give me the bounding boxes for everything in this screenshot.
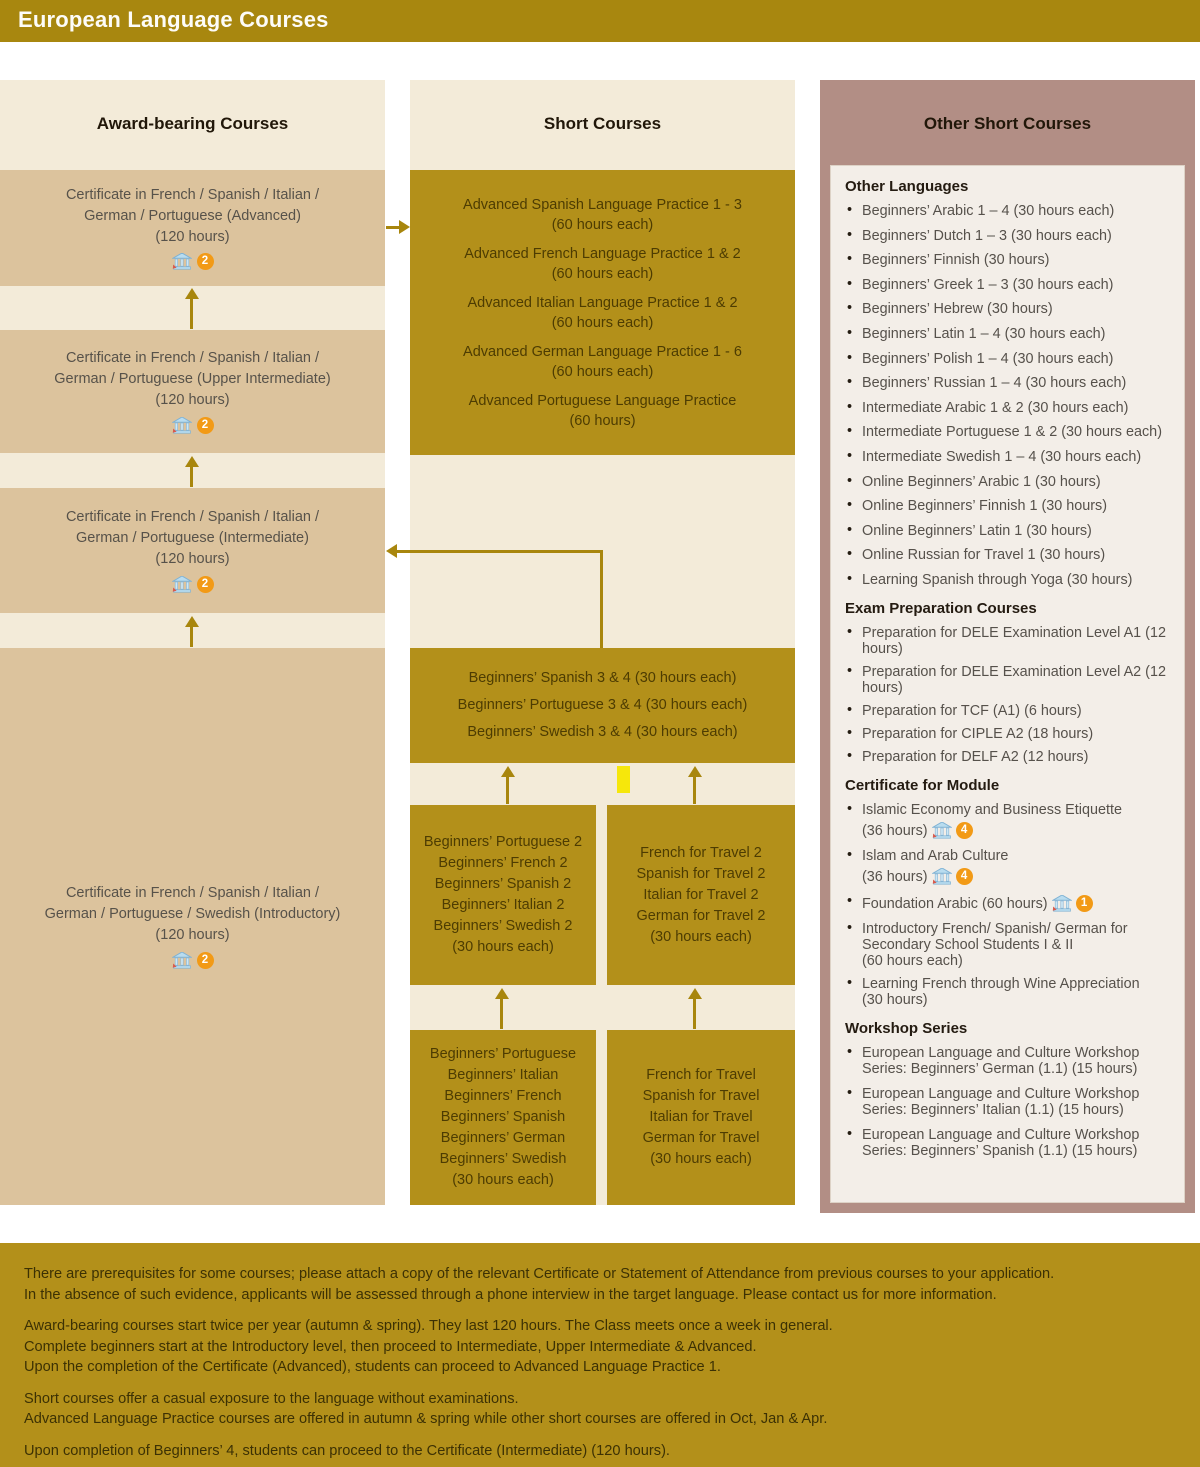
arrow-line (190, 298, 193, 329)
institution-icon (932, 868, 952, 885)
box-line: Certificate in French / Spanish / Italian / (65, 509, 320, 525)
course-line: Italian for Travel 2 (643, 886, 759, 903)
certificate-module-list (845, 802, 1176, 1008)
list-item: • Beginners’ Polish 1 – 4 (30 hours each) (845, 351, 1176, 367)
course-hours: (60 hours each) (551, 363, 654, 380)
section-heading: Exam Preparation Courses (845, 599, 1037, 617)
icon-row (172, 574, 214, 594)
course-line: Beginners’ Italian 2 (441, 897, 565, 913)
beginners-3-4-box (410, 648, 795, 763)
list-item: • Intermediate Arabic 1 & 2 (30 hours each) (845, 400, 1176, 416)
other-column-header: Other Short Courses (923, 114, 1092, 133)
course-line: German for Travel 2 (636, 907, 766, 924)
beginners-1-box (410, 1030, 596, 1205)
course-line: Beginners’ Spanish (440, 1109, 566, 1125)
course-line: Beginners’ Spanish 2 (434, 876, 572, 892)
course-line: Beginners’ French 2 (438, 855, 568, 871)
footer-line: Short courses offer a casual exposure to the language without examinations. (24, 1390, 519, 1407)
institution-icon (172, 576, 192, 593)
list-item: • European Language and Culture Workshop Series: Beginners’ Italian (1.1) (15 hours) (845, 1086, 1176, 1118)
course-line: Spanish for Travel 2 (636, 865, 766, 882)
count-badge: 2 (197, 576, 214, 593)
list-item: • Intermediate Swedish 1 – 4 (30 hours each) (845, 449, 1176, 465)
institution-icon (172, 417, 192, 434)
item-text: • Foundation Arabic (60 hours) (862, 895, 1048, 912)
course-title: Advanced French Language Practice 1 & 2 (464, 245, 741, 262)
list-item: • Preparation for DELE Examination Level A1 (12 hours) (845, 625, 1176, 657)
list-item: • Beginners’ Finnish (30 hours) (845, 252, 1176, 268)
box-line: (120 hours) (155, 228, 230, 245)
course-item (464, 244, 740, 284)
section-heading: Other Languages (845, 178, 969, 195)
list-item: • Beginners’ Arabic 1 – 4 (30 hours each) (845, 203, 1176, 219)
institution-icon (1052, 895, 1072, 912)
item-line: (30 hours) (862, 991, 928, 1008)
arrow-line (693, 998, 696, 1029)
list-item: • Beginners’ Dutch 1 – 3 (30 hours each) (845, 228, 1176, 244)
arrow-line (190, 626, 193, 647)
item-line: • Introductory French/ Spanish/ German for (862, 920, 1128, 937)
box-line: German / Portuguese / Swedish (Introductory) (44, 906, 341, 922)
course-item (463, 342, 742, 382)
arrow-line (190, 466, 193, 487)
course-line: (30 hours each) (650, 928, 752, 945)
course-line: Italian for Travel (649, 1109, 753, 1125)
course-line: Beginners’ Swedish 3 & 4 (30 hours each) (467, 724, 738, 740)
course-title: Advanced German Language Practice 1 - 6 (463, 343, 742, 360)
workshop-series-list (845, 1045, 1176, 1159)
course-line: Beginners’ Portuguese 2 (423, 834, 583, 850)
footer-line: Award-bearing courses start twice per year (autumn & spring). They last 120 hours. The Class meets once a week in general. (24, 1318, 833, 1334)
course-hours: (60 hours each) (551, 314, 654, 331)
count-badge: 2 (197, 417, 214, 434)
exam-preparation-list (845, 625, 1176, 765)
course-line: Beginners’ Swedish (439, 1151, 567, 1167)
footer-line: Upon completion of Beginners’ 4, students can proceed to the Certificate (Intermediate) (120 hours). (24, 1442, 670, 1459)
course-line: French for Travel (646, 1067, 756, 1083)
course-line: Beginners’ Portuguese 3 & 4 (30 hours each) (457, 697, 748, 713)
list-item: • Beginners’ Hebrew (30 hours) (845, 301, 1176, 317)
course-line: Spanish for Travel (642, 1088, 760, 1104)
arrow-line (386, 226, 400, 229)
item-line: • Islam and Arab Culture (862, 847, 1009, 864)
course-title: Advanced Portuguese Language Practice (468, 392, 737, 409)
box-line: Certificate in French / Spanish / Italian / (65, 186, 320, 203)
count-badge: 2 (197, 952, 214, 969)
box-line: German / Portuguese (Intermediate) (76, 530, 309, 546)
box-line: Certificate in French / Spanish / Italian / (65, 885, 320, 901)
award-box-advanced (0, 170, 385, 286)
list-item: • Online Beginners’ Finnish 1 (30 hours) (845, 498, 1176, 514)
list-item: • Online Beginners’ Latin 1 (30 hours) (845, 523, 1176, 539)
course-item (469, 391, 737, 431)
box-line: German / Portuguese (Upper Intermediate) (54, 371, 331, 387)
item-line (862, 821, 1176, 841)
list-item (845, 802, 1176, 841)
course-line: (30 hours each) (452, 939, 554, 955)
other-short-courses-column (820, 80, 1195, 1213)
footer-paragraph (24, 1389, 1176, 1430)
list-item: • Beginners’ Russian 1 – 4 (30 hours each) (845, 375, 1176, 391)
footer-paragraph (24, 1316, 1176, 1378)
box-line: German / Portuguese (Advanced) (84, 207, 301, 224)
course-line: (30 hours each) (452, 1172, 554, 1188)
course-line: Beginners’ French (444, 1088, 562, 1104)
footer-paragraph (24, 1264, 1176, 1305)
count-badge: 4 (956, 868, 973, 885)
list-item: • European Language and Culture Workshop Series: Beginners’ German (1.1) (15 hours) (845, 1045, 1176, 1077)
icon-row (172, 950, 214, 970)
list-item: • European Language and Culture Workshop Series: Beginners’ Spanish (1.1) (15 hours) (845, 1127, 1176, 1159)
count-badge: 4 (956, 822, 973, 839)
course-line: French for Travel 2 (640, 844, 762, 861)
course-line: German for Travel (642, 1130, 760, 1146)
course-item (463, 195, 742, 235)
travel-2-box (607, 805, 795, 985)
award-box-intermediate (0, 488, 385, 613)
box-line: Certificate in French / Spanish / Italian / (65, 350, 320, 366)
arrow-line (506, 776, 509, 804)
travel-1-box (607, 1030, 795, 1205)
icon-row (172, 415, 214, 435)
list-item (845, 976, 1176, 1008)
list-item: • Online Russian for Travel 1 (30 hours) (845, 547, 1176, 563)
footer-line: Upon the completion of the Certificate (Advanced), students can proceed to Advanced Language Practice 1. (24, 1359, 721, 1375)
award-box-upper-intermediate (0, 330, 385, 453)
item-line: • Learning French through Wine Appreciation (862, 975, 1140, 992)
list-item: • Beginners’ Greek 1 – 3 (30 hours each) (845, 277, 1176, 293)
list-item (845, 894, 1176, 914)
institution-icon (172, 253, 192, 270)
item-hours: (36 hours) (862, 868, 928, 885)
list-item (845, 921, 1176, 969)
course-title: Advanced Italian Language Practice 1 & 2 (467, 294, 738, 311)
course-hours: (60 hours each) (551, 265, 654, 282)
short-column-header: Short Courses (543, 114, 662, 133)
course-line: Beginners’ Italian (447, 1067, 559, 1083)
award-column-header: Award-bearing Courses (96, 114, 289, 133)
yellow-highlight-mark (617, 766, 630, 793)
list-item: • Preparation for DELE Examination Level A2 (12 hours) (845, 664, 1176, 696)
footer-line: There are prerequisites for some courses; please attach a copy of the relevant Certificate or Statement of Attendance from previous courses to your application. (24, 1266, 1055, 1282)
footer-paragraph (24, 1441, 1176, 1462)
list-item: • Preparation for TCF (A1) (6 hours) (845, 703, 1176, 719)
list-item (845, 848, 1176, 887)
advanced-practice-box (410, 170, 795, 455)
page-title-bar (0, 0, 1200, 42)
other-courses-panel (830, 165, 1185, 1203)
list-item: • Online Beginners’ Arabic 1 (30 hours) (845, 474, 1176, 490)
institution-icon (932, 822, 952, 839)
course-line: Beginners’ Swedish 2 (433, 918, 573, 934)
course-line: Beginners’ Spanish 3 & 4 (30 hours each) (468, 670, 737, 686)
course-line: Beginners’ German (440, 1130, 566, 1146)
icon-row (172, 252, 214, 272)
list-item: • Preparation for CIPLE A2 (18 hours) (845, 726, 1176, 742)
box-line: (120 hours) (155, 551, 230, 567)
course-title: Advanced Spanish Language Practice 1 - 3 (463, 196, 742, 213)
count-badge: 2 (197, 253, 214, 270)
box-line: (120 hours) (155, 927, 230, 943)
course-line: Beginners’ Portuguese (429, 1046, 577, 1062)
item-line (862, 894, 1176, 914)
arrow-right-icon (399, 220, 410, 234)
other-languages-list (845, 203, 1176, 588)
arrow-left-icon (386, 544, 397, 558)
section-heading: Workshop Series (845, 1019, 968, 1037)
arrow-line (600, 550, 603, 648)
list-item: • Preparation for DELF A2 (12 hours) (845, 749, 1176, 765)
course-hours: (60 hours each) (551, 216, 654, 233)
count-badge: 1 (1076, 895, 1093, 912)
page-title: European Language Courses (18, 7, 329, 32)
item-hours: (36 hours) (862, 822, 928, 839)
course-item (467, 293, 737, 333)
item-line: • Islamic Economy and Business Etiquette (862, 801, 1122, 818)
box-line: (120 hours) (155, 392, 230, 408)
footer-notes (0, 1243, 1200, 1467)
course-hours: (60 hours) (569, 412, 636, 429)
list-item: • Intermediate Portuguese 1 & 2 (30 hours each) (845, 424, 1176, 440)
arrow-line (693, 776, 696, 804)
list-item: • Learning Spanish through Yoga (30 hours) (845, 572, 1176, 588)
list-item: • Beginners’ Latin 1 – 4 (30 hours each) (845, 326, 1176, 342)
award-box-introductory (0, 648, 385, 1205)
footer-line: In the absence of such evidence, applicants will be assessed through a phone interview in the target language. Please contact us for more information. (24, 1286, 997, 1303)
course-line: (30 hours each) (650, 1151, 752, 1167)
item-line (862, 867, 1176, 887)
section-heading: Certificate for Module (845, 776, 1000, 794)
beginners-2-box (410, 805, 596, 985)
institution-icon (172, 952, 192, 969)
item-line: (60 hours each) (862, 952, 963, 969)
arrow-line (397, 550, 603, 553)
item-line: Secondary School Students I & II (862, 936, 1074, 953)
footer-line: Advanced Language Practice courses are offered in autumn & spring while other short courses are offered in Oct, Jan & Apr. (24, 1411, 828, 1427)
arrow-line (500, 998, 503, 1029)
footer-line: Complete beginners start at the Introductory level, then proceed to Intermediate, Upper Intermediate & Advanced. (24, 1338, 757, 1355)
